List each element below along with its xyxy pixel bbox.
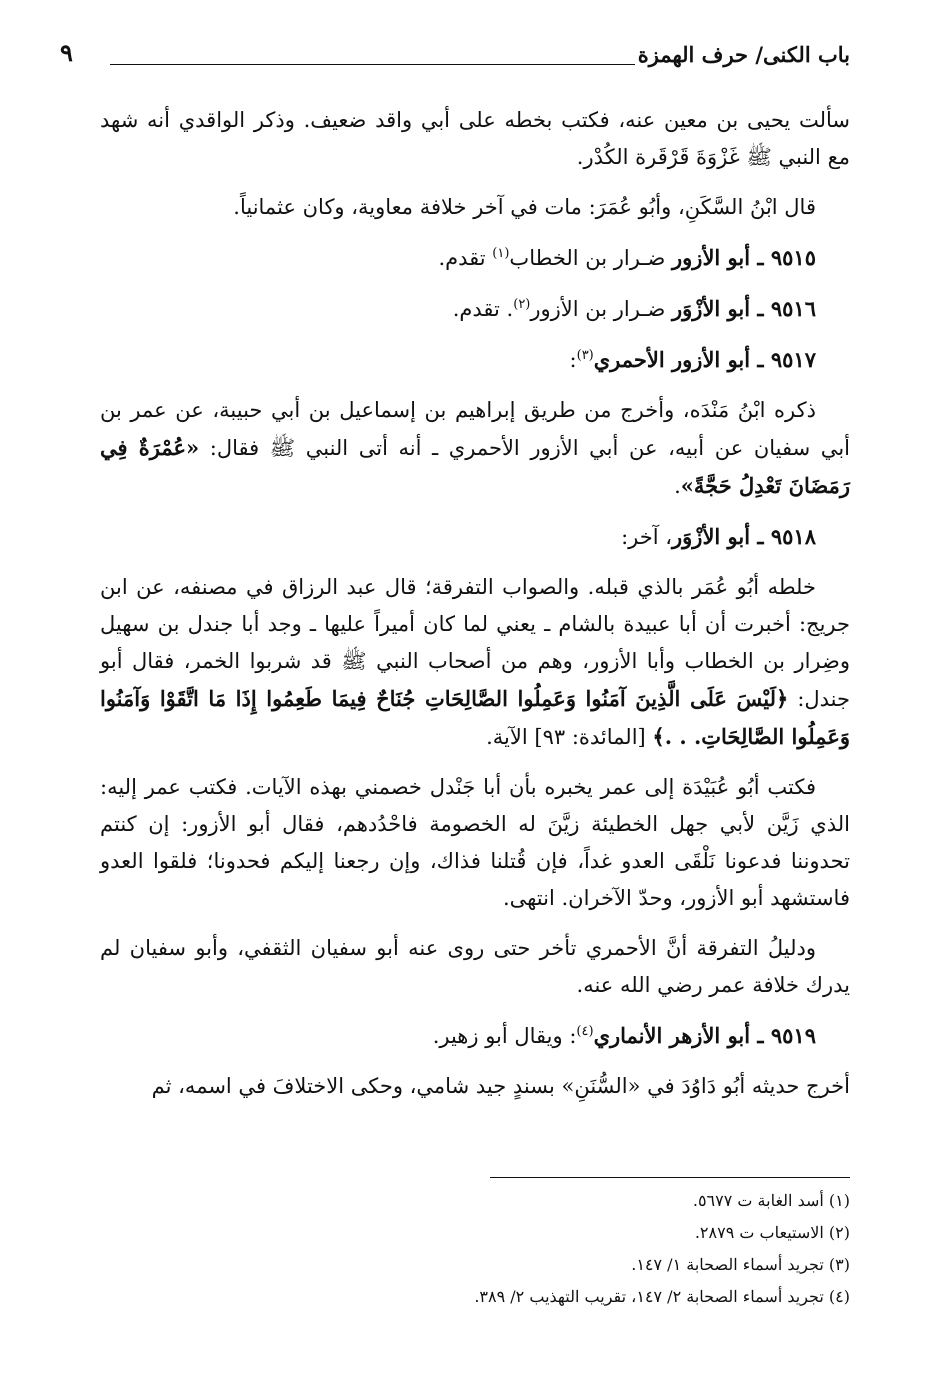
entry-9519 <box>100 1017 850 1055</box>
entry-text: . تقدم. <box>452 297 514 321</box>
entry-heading: ٩٥١٨ ـ أبو الأزْوَر <box>672 524 816 549</box>
entry-heading: ٩٥١٩ ـ أبو الأزهر الأنماري <box>593 1023 816 1048</box>
paragraph-5: فكتب أبُو عُبَيْدَة إلى عمر يخبره بأن أبا جَنْدل خصمني بهذه الآيات. فكتب عمر إليه: الذي زَيَّن لأبي جهل الخطيئة زيَّنَ له الخصومة فاحْدُدهم، فقال أبو الأزور: إن كنتم تحدوننا فدعونا نَلْقَى العدو غداً، فإن قُتلنا فذاك، وإن رجعنا إليكم فحدونا؛ فلقوا العدو فاستشهد أبو الأزور، وحدّ الآخران. انتهى. <box>100 775 850 910</box>
main-text <box>100 102 850 1118</box>
entry-9518 <box>100 518 850 556</box>
paragraph-text: ذكره ابْنُ مَنْدَه، وأخرج من طريق إبراهيم بن إسماعيل بن أبي حبيبة، عن عمر بن أبي سفيان عن أبيه، عن أبي الأزور الأحمري ـ أنه أتى النبي ﷺ فقال: <box>100 398 850 460</box>
paragraph-2: قال ابْنُ السَّكَنِ، وأبُو عُمَرَ: مات في آخر خلافة معاوية، وكان عثمانياً. <box>233 195 816 219</box>
paragraph-7: أخرج حديثه أبُو دَاوُدَ في «السُّنَنِ» بسندٍ جيد شامي، وحكى الاختلافَ في اسمه، ثم <box>151 1074 850 1098</box>
header-rule <box>110 64 635 65</box>
footnote-reference: (١) <box>492 246 510 261</box>
chapter-title: باب الكنى/ حرف الهمزة <box>637 42 850 67</box>
footnote-3: (٣) تجريد أسماء الصحابة ١/ ١٤٧. <box>631 1255 850 1274</box>
paragraph-6: ودليلُ التفرقة أنَّ الأحمري تأخر حتى روى عنه أبو سفيان الثقفي، وأبو سفيان لم يدرك خلافة عمر رضي الله عنه. <box>100 936 850 997</box>
entry-heading: ٩٥١٥ ـ أبو الأزور <box>672 245 816 270</box>
paragraph-4 <box>100 569 850 756</box>
running-header <box>60 38 850 82</box>
entry-text: ضـرار بن الأزور <box>530 297 673 321</box>
entry-text: تقدم. <box>438 246 493 270</box>
footnote-2: (٢) الاستيعاب ت ٢٨٧٩. <box>694 1223 850 1242</box>
footnote-reference: (٢) <box>513 297 531 312</box>
paragraph-1: سألت يحيى بن معين عنه، فكتب بخطه على أبي واقد ضعيف. وذكر الواقدي أنه شهد مع النبي ﷺ غَزْوَةَ قَرْقَرة الكُدْر. <box>100 108 850 169</box>
paragraph-text: خلطه أبُو عُمَر بالذي قبله. والصواب التفرقة؛ قال عبد الرزاق في مصنفه، عن ابن جريج: أخبرت أن أبا عبيدة بالشام ـ يعني لما كان أميراً عليها ـ وجد أبا جندل بن سهيل وضِرار بن الخطاب وأبا الأزور، وهم من أصحاب النبي ﷺ قد شربوا الخمر، فقال أبو جندل: <box>100 575 851 711</box>
footnotes <box>100 1187 850 1315</box>
quran-verse: ﴿لَيْسَ عَلَى الَّذِينَ آمَنُوا وَعَمِلُوا الصَّالِحَاتِ جُنَاحٌ فِيمَا طَعِمُوا إِذَا مَا اتَّقَوْا وَآمَنُوا وَعَمِلُوا الصَّالِحَاتِ. . .﴾ <box>100 686 850 749</box>
entry-heading: ٩٥١٧ ـ أبو الأزور الأحمري <box>593 347 816 372</box>
entry-heading: ٩٥١٦ ـ أبو الأزْوَر <box>672 296 816 321</box>
entry-9515 <box>100 239 850 277</box>
footnote-reference: (٤) <box>576 1024 594 1039</box>
footnote-1: (١) أسد الغابة ت ٥٦٧٧. <box>692 1191 850 1210</box>
entry-text: ضـرار بن الخطاب <box>509 246 673 270</box>
hadith-quote: «عُمْرَةٌ فِي رَمَضَانَ تَعْدِلُ حَجَّةً» <box>100 435 850 498</box>
paragraph-text: . <box>674 474 681 498</box>
page-number: ٩ <box>60 38 73 67</box>
footnote-4: (٤) تجريد أسماء الصحابة ٢/ ١٤٧، تقريب التهذيب ٢/ ٣٨٩. <box>474 1287 850 1306</box>
paragraph-3 <box>100 392 850 505</box>
entry-text: : ويقال أبو زهير. <box>432 1024 577 1048</box>
entry-text: : <box>569 348 577 372</box>
paragraph-text: [المائدة: ٩٣] الآية. <box>486 725 653 749</box>
entry-9517 <box>100 341 850 379</box>
entry-text: ، آخر: <box>621 525 673 549</box>
footnote-rule <box>490 1177 850 1178</box>
entry-9516 <box>100 290 850 328</box>
footnote-reference: (٣) <box>576 348 594 363</box>
